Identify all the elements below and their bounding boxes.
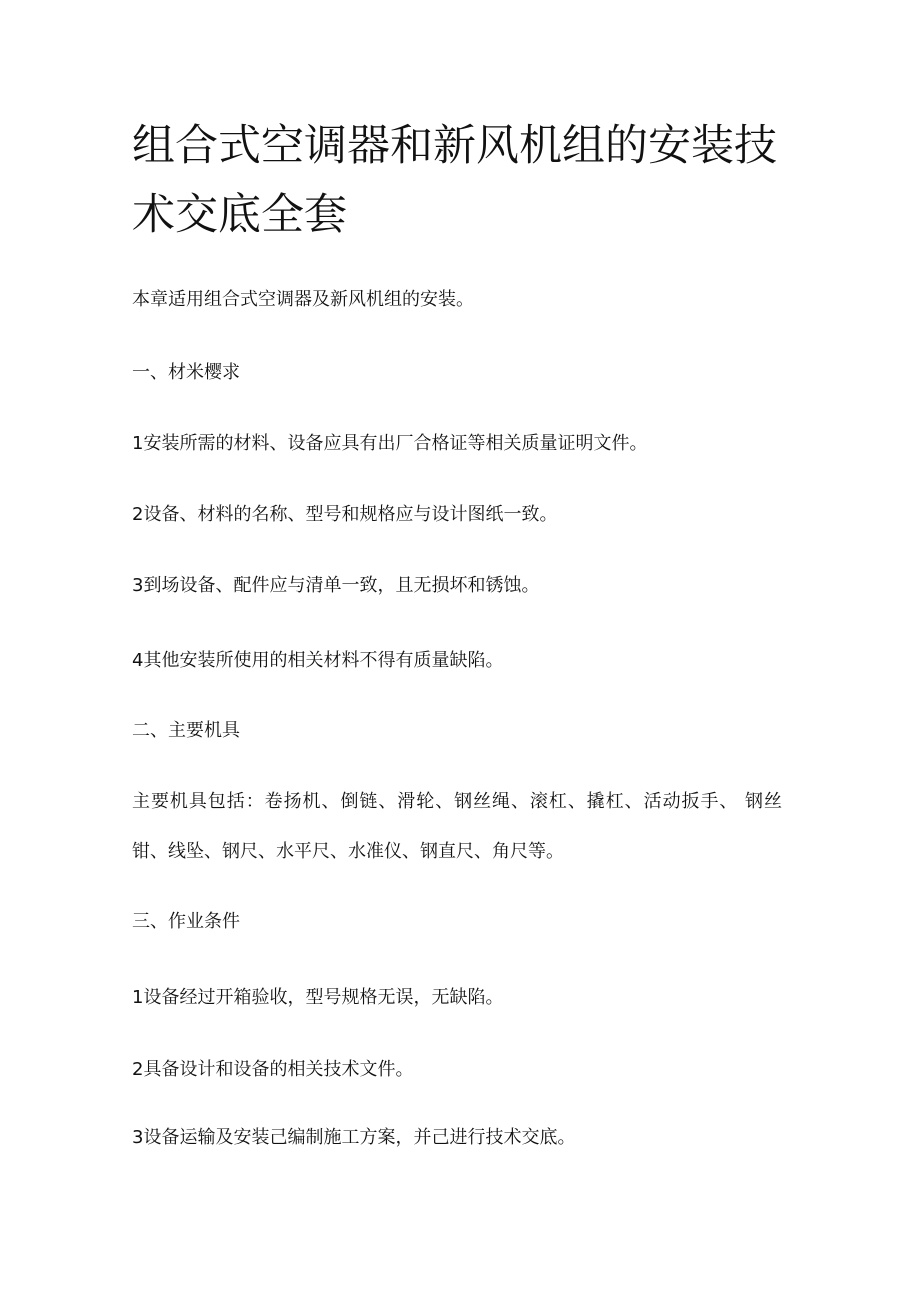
section-heading-materials: 一、材米樱求 xyxy=(132,362,240,383)
scope-statement: 本章适用组合式空调器及新风机组的安装。 xyxy=(132,289,474,310)
section-heading-conditions: 三、作业条件 xyxy=(132,911,240,932)
materials-item-4: 4其他安装所使用的相关材料不得有质量缺陷。 xyxy=(132,650,504,671)
section-heading-tools: 二、主要机具 xyxy=(132,720,240,741)
materials-item-2: 2设备、材料的名称、型号和规格应与设计图纸一致。 xyxy=(132,504,558,525)
conditions-item-1: 1设备经过开箱验收，型号规格无误，无缺陷。 xyxy=(132,987,504,1008)
conditions-item-2: 2具备设计和设备的相关技术文件。 xyxy=(132,1059,414,1080)
tools-paragraph: 主要机具包括：卷扬机、倒链、滑轮、钢丝绳、滚杠、撬杠、活动扳手、 钢丝钳、线坠、钢尺、水平尺、水准仪、钢直尺、角尺等。 xyxy=(132,791,782,862)
document-title: 组合式空调器和新风机组的安装技术交底全套 xyxy=(132,121,777,240)
materials-item-1: 1安装所需的材料、设备应具有出厂合格证等相关质量证明文件。 xyxy=(132,433,648,454)
materials-item-3: 3到场设备、配件应与清单一致，且无损坏和锈蚀。 xyxy=(132,575,540,596)
conditions-item-3: 3设备运输及安装己编制施工方案，并己进行技术交底。 xyxy=(132,1127,576,1148)
